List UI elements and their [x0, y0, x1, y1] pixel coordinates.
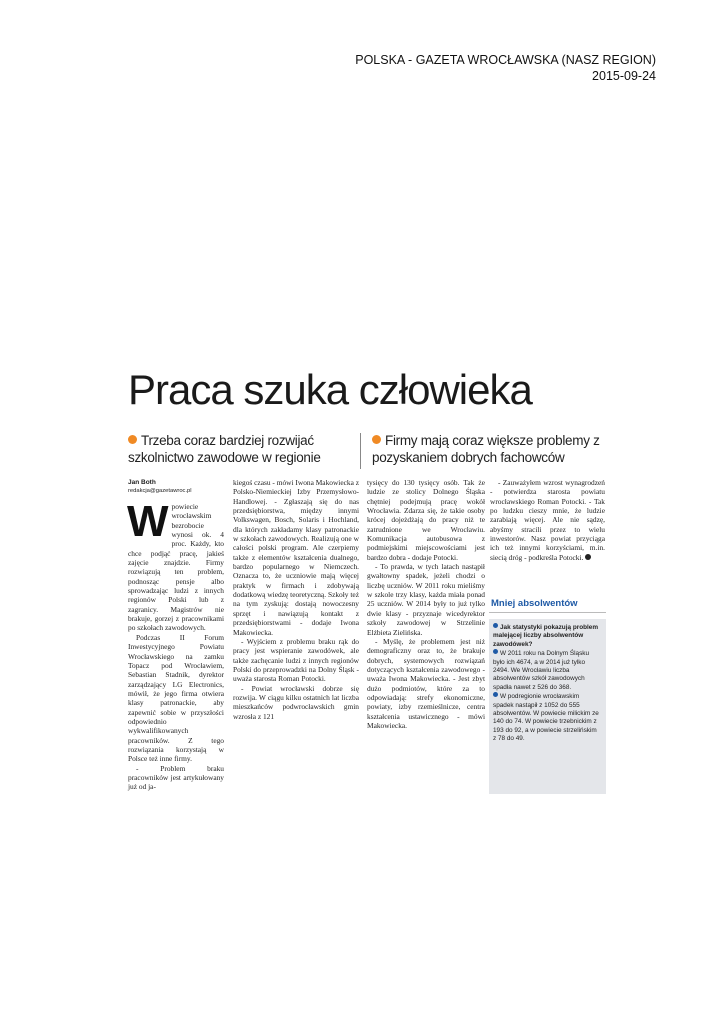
- paragraph: - Myślę, że problemem jest niż demograficzny oraz to, że brakuje dobrych, systemowych rozwiązań dotyczących kształcenia zawodowego - uważa Iwona Makowiecka. - Jest zbyt dużo podmiotów, które za to odpowiadają: strefy ekonomiczne, powiaty, izby rzemieślnicze, centra kształcenia ustawicznego - mówi Makowiecka.: [367, 636, 485, 730]
- orange-bullet-icon: [372, 435, 381, 444]
- paragraph-text: - Zauważyłem wzrost wynagrodzeń - potwierdza starosta powiatu wrocławskiego Roman Potocki. - Tak po ludzku cieszy mnie, że ludzie zarabiają więcej. Ale nie sądzę, abyśmy stracili przez to wielu inwestorów. Nasz powiat przyciąga ich też innymi korzyściami, m.in. siecią dróg - podkreśla Potocki.: [490, 478, 605, 562]
- paragraph: - Powiat wrocławski dobrze się rozwija. W ciągu kilku ostatnich lat liczba mieszkańców podwrocławskich gmin wzrosła z 121: [233, 683, 359, 721]
- paragraph: - Wyjściem z problemu braku rąk do pracy jest wspieranie zawodówek, ale także zachęcanie ludzi z innych regionów Polski do przeprowadzki na Dolny Śląsk - uważa starosta Roman Potocki.: [233, 636, 359, 684]
- sidebar-title: Mniej absolwentów: [489, 598, 606, 613]
- article-column-1: [128, 478, 224, 792]
- blue-bullet-icon: [493, 623, 498, 628]
- source-header: POLSKA - GAZETA WROCŁAWSKA (NASZ REGION): [355, 53, 656, 67]
- article-column-3: [367, 478, 485, 730]
- article-title: Praca szuka człowieka: [128, 366, 532, 413]
- dropcap: W: [127, 497, 169, 546]
- article-column-2: [233, 478, 359, 721]
- paragraph: [127, 497, 224, 633]
- sidebar-question-text: Jak statystyki pokazują problem malejącej liczby absolwentów zawodówek?: [493, 624, 599, 648]
- orange-bullet-icon: [128, 435, 137, 444]
- sidebar-item: [493, 649, 600, 692]
- sidebar-item: [493, 692, 600, 743]
- paragraph: [490, 478, 605, 562]
- subtitle-left-text: Trzeba coraz bardziej rozwijać szkolnictwo zawodowe w regionie: [128, 433, 321, 465]
- paragraph-text: powiecie wrocławskim bezrobocie wynosi ok. 4 proc. Każdy, kto chce podjąć pracę, jakieś zajęcie znajdzie. Firmy rozwiązują ten problem, podnosząc pensje albo sprowadzając ludzi z innych regionów Polski lub z zagranicy. Magistrów nie brakuje, gorzej z pracownikami po szkołach zawodowych.: [128, 502, 224, 633]
- paragraph: - Problem braku pracowników jest artykułowany już od ja-: [128, 763, 224, 792]
- paragraph: Podczas II Forum Inwestycyjnego Powiatu Wrocławskiego na zamku Topacz pod Wrocławiem, Sebastian Stadnik, dyrektor zarządzający LG Electronics, mówił, że jego firma otwiera klasy patronackie, aby zapewnić sobie w przyszłości odpowiednio wykwalifikowanych pracowników. Z tego rozwiązania korzystają w Polsce też inne firmy.: [128, 632, 224, 764]
- blue-bullet-icon: [493, 649, 498, 654]
- blue-bullet-icon: [493, 692, 498, 697]
- subtitle-right-text: Firmy mają coraz większe problemy z pozyskaniem dobrych fachowców: [372, 433, 600, 465]
- sidebar-content: [489, 619, 606, 794]
- article-column-4: [490, 478, 605, 562]
- date-header: 2015-09-24: [592, 69, 656, 83]
- paragraph: - To prawda, w tych latach nastąpił gwałtowny spadek, jeżeli chodzi o liczbę uczniów. W 2011 roku mieliśmy w szkole trzy klasy, każda miała ponad 25 uczniów. W 2014 były to już tylko dwie klasy - przyznaje wicedyrektor szkoły zawodowej w Strzelinie Elżbieta Zielińska.: [367, 562, 485, 637]
- author-name: Jan Both: [128, 479, 156, 486]
- author-email: redakcja@gazetawroc.pl: [128, 488, 192, 494]
- end-mark-icon: [585, 554, 591, 560]
- sidebar-item-text: W 2011 roku na Dolnym Śląsku było ich 4674, a w 2014 już tylko 2494. We Wrocławiu liczba absolwentów szkół zawodowych spadła nawet z 526 do 368.: [493, 650, 590, 691]
- sidebar-question: [493, 623, 600, 649]
- paragraph: kiegoś czasu - mówi Iwona Makowiecka z Polsko-Niemieckiej Izby Przemysłowo-Handlowej. - Zgłaszają się do nas przedsiębiorstwa, między innymi Volkswagen, Bosch, Solaris i Hochland, dla których zakładamy klasy patronackie w szkołach zawodowych. Realizują one w całości polski program. Ale czerpiemy także z elementów kształcenia dualnego, bardzo popularnego w Niemczech. Oznacza to, że uczniowie mają więcej praktyk w firmach i zdobywają dodatkową wiedzę teoretyczną. Szkoły też na tym zyskują: dostają nowoczesny sprzęt i nawiązują kontakt z przedsiębiorstwami - dodaje Iwona Makowiecka.: [233, 478, 360, 637]
- subtitle-left: [128, 432, 348, 466]
- subtitle-divider: [360, 433, 361, 469]
- paragraph: tysięcy do 130 tysięcy osób. Tak że ludzie ze stolicy Dolnego Śląska chętniej podejmują pracę wokół Wrocławia. Zdarza się, że takie osoby krócej dojeżdżają do pracy niż te zatrudnione we Wrocławiu. Komunikacja autobusowa z podmiejskimi miejscowościami jest bardzo dobra - dodaje Potocki.: [367, 478, 485, 562]
- subtitle-right: [372, 432, 622, 466]
- sidebar-item-text: W podregionie wrocławskim spadek nastąpił z 1052 do 555 absolwentów. W powiecie milickim ze 140 do 74. W powiecie trzebnickim z 193 do 92, a w powiecie strzelińskim z 78 do 49.: [493, 693, 599, 743]
- sidebar-box: [489, 598, 606, 794]
